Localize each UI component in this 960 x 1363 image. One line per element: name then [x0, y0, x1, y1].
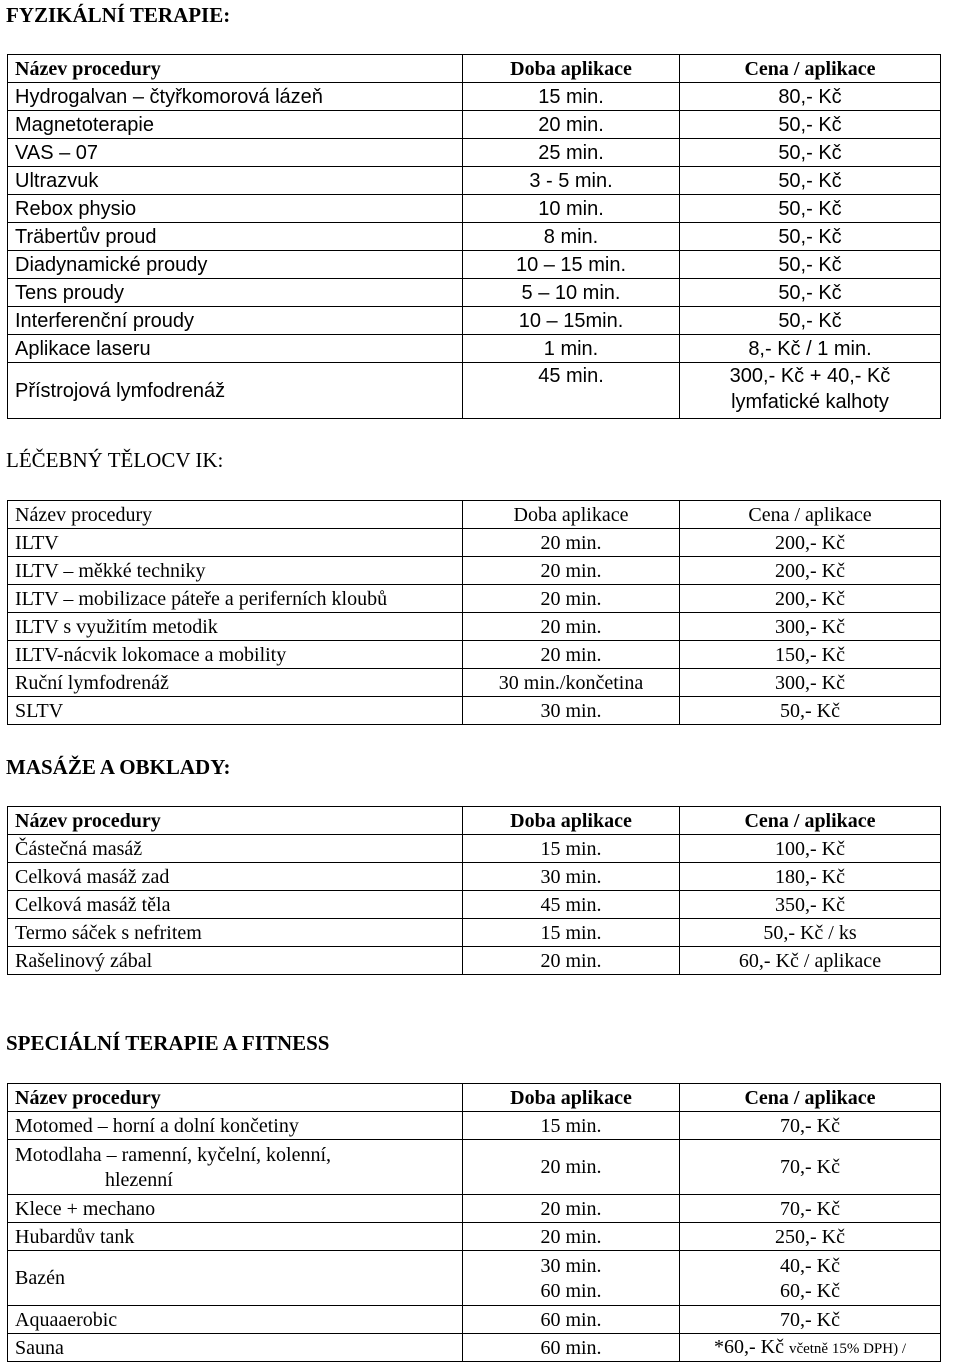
procedure-duration: 15 min. [463, 835, 680, 863]
table-row [8, 139, 941, 167]
procedure-name: Termo sáček s nefritem [8, 919, 463, 947]
header-price: Cena / aplikace [680, 1084, 941, 1112]
procedure-name: Rebox physio [8, 195, 463, 223]
table-row [8, 251, 941, 279]
table-row [8, 697, 941, 725]
section-title-fyzikalni-terapie: FYZIKÁLNÍ TERAPIE: [6, 3, 231, 27]
procedure-duration: 5 – 10 min. [463, 279, 680, 307]
procedure-price: 80,- Kč [680, 83, 941, 111]
table-row [8, 83, 941, 111]
procedure-duration: 30 min./končetina [463, 669, 680, 697]
procedure-price: 70,- Kč [680, 1112, 941, 1140]
procedure-duration: 45 min. [463, 891, 680, 919]
procedure-duration: 8 min. [463, 223, 680, 251]
procedure-name: Interferenční proudy [8, 307, 463, 335]
table-row [8, 279, 941, 307]
procedure-duration [463, 1251, 680, 1306]
section-title-lecebny-telocvik: LÉČEBNÝ TĚLOCV IK: [6, 448, 224, 472]
procedure-price [680, 363, 941, 419]
procedure-duration: 3 - 5 min. [463, 167, 680, 195]
table-row [8, 167, 941, 195]
table-row [8, 1140, 941, 1195]
header-price: Cena / aplikace [680, 55, 941, 83]
procedure-price: 60,- Kč / aplikace [680, 947, 941, 975]
procedure-price: 70,- Kč [680, 1195, 941, 1223]
table-row [8, 641, 941, 669]
header-name: Název procedury [8, 807, 463, 835]
procedure-price: 350,- Kč [680, 891, 941, 919]
procedure-name: Diadynamické proudy [8, 251, 463, 279]
procedure-name: Částečná masáž [8, 835, 463, 863]
procedure-name [8, 1140, 463, 1195]
procedure-price: 50,- Kč [680, 307, 941, 335]
procedure-name: ILTV – mobilizace páteře a periferních kloubů [8, 585, 463, 613]
procedure-name: VAS – 07 [8, 139, 463, 167]
table-row [8, 1195, 941, 1223]
procedure-name: Hubardův tank [8, 1223, 463, 1251]
header-duration: Doba aplikace [463, 807, 680, 835]
table-row [8, 1334, 941, 1362]
procedure-name: Klece + mechano [8, 1195, 463, 1223]
procedure-price: 50,- Kč [680, 195, 941, 223]
procedure-duration: 20 min. [463, 111, 680, 139]
procedure-duration: 20 min. [463, 1223, 680, 1251]
procedure-duration: 1 min. [463, 335, 680, 363]
procedure-name: Aquaaerobic [8, 1306, 463, 1334]
procedure-name: Sauna [8, 1334, 463, 1362]
price-main: *60,- Kč [713, 1335, 784, 1358]
table-row [8, 585, 941, 613]
procedure-price [680, 1251, 941, 1306]
table-row [8, 669, 941, 697]
procedure-price: 50,- Kč [680, 697, 941, 725]
table-header-row [8, 501, 941, 529]
price-vat-note: včetně 15% DPH) / [788, 1340, 907, 1357]
procedure-name: Celková masáž zad [8, 863, 463, 891]
price-table-lecebny-telocvik [7, 500, 941, 725]
procedure-name-line1: Motodlaha – ramenní, kyčelní, kolenní, [15, 1143, 332, 1166]
header-name: Název procedury [8, 55, 463, 83]
procedure-duration: 15 min. [463, 1112, 680, 1140]
procedure-name: Ruční lymfodrenáž [8, 669, 463, 697]
header-duration: Doba aplikace [463, 1084, 680, 1112]
table-row [8, 111, 941, 139]
procedure-price: 50,- Kč [680, 139, 941, 167]
table-row [8, 363, 941, 419]
procedure-price: 50,- Kč [680, 223, 941, 251]
price-note: lymfatické kalhoty [731, 391, 889, 413]
procedure-price: 50,- Kč [680, 167, 941, 195]
header-duration: Doba aplikace [463, 501, 680, 529]
procedure-name-line2: hlezenní [105, 1168, 173, 1191]
duration-line1: 30 min. [540, 1254, 602, 1277]
section-title-masaze-a-obklady: MASÁŽE A OBKLADY: [6, 755, 231, 779]
procedure-price: 150,- Kč [680, 641, 941, 669]
procedure-duration: 60 min. [463, 1306, 680, 1334]
table-row [8, 947, 941, 975]
procedure-duration: 25 min. [463, 139, 680, 167]
price-table-fyzikalni-terapie [7, 54, 941, 419]
table-row [8, 1223, 941, 1251]
procedure-duration: 20 min. [463, 1140, 680, 1195]
table-header-row [8, 807, 941, 835]
table-row [8, 195, 941, 223]
header-price: Cena / aplikace [680, 501, 941, 529]
header-name: Název procedury [8, 501, 463, 529]
procedure-name: Přístrojová lymfodrenáž [8, 363, 463, 419]
procedure-duration: 20 min. [463, 641, 680, 669]
procedure-name: Motomed – horní a dolní končetiny [8, 1112, 463, 1140]
procedure-price: 200,- Kč [680, 557, 941, 585]
procedure-duration: 10 – 15min. [463, 307, 680, 335]
table-row [8, 891, 941, 919]
procedure-name: ILTV-nácvik lokomace a mobility [8, 641, 463, 669]
procedure-duration: 20 min. [463, 947, 680, 975]
header-price: Cena / aplikace [680, 807, 941, 835]
procedure-name: Magnetoterapie [8, 111, 463, 139]
procedure-duration: 15 min. [463, 83, 680, 111]
procedure-duration: 45 min. [463, 363, 680, 419]
procedure-duration: 20 min. [463, 1195, 680, 1223]
procedure-duration: 10 – 15 min. [463, 251, 680, 279]
table-row [8, 835, 941, 863]
procedure-price [680, 1334, 941, 1362]
procedure-duration: 20 min. [463, 585, 680, 613]
table-row [8, 613, 941, 641]
procedure-name: SLTV [8, 697, 463, 725]
procedure-name: ILTV – měkké techniky [8, 557, 463, 585]
procedure-name: Ultrazvuk [8, 167, 463, 195]
table-header-row [8, 1084, 941, 1112]
table-row [8, 1112, 941, 1140]
section-title-specialni-terapie: SPECIÁLNÍ TERAPIE A FITNESS [6, 1031, 330, 1055]
procedure-name: Celková masáž těla [8, 891, 463, 919]
procedure-name: Bazén [8, 1251, 463, 1306]
price-table-specialni-terapie [7, 1083, 941, 1362]
procedure-name: Hydrogalvan – čtyřkomorová lázeň [8, 83, 463, 111]
procedure-duration: 20 min. [463, 613, 680, 641]
procedure-price: 200,- Kč [680, 585, 941, 613]
duration-line2: 60 min. [540, 1279, 602, 1302]
table-row [8, 223, 941, 251]
procedure-name: Rašelinový zábal [8, 947, 463, 975]
table-row [8, 307, 941, 335]
procedure-name: Tens proudy [8, 279, 463, 307]
procedure-duration: 20 min. [463, 529, 680, 557]
procedure-price: 200,- Kč [680, 529, 941, 557]
procedure-price: 300,- Kč [680, 669, 941, 697]
price-table-masaze-a-obklady [7, 806, 941, 975]
table-row [8, 335, 941, 363]
procedure-duration: 60 min. [463, 1334, 680, 1362]
procedure-price: 180,- Kč [680, 863, 941, 891]
price-line2: 60,- Kč [780, 1279, 840, 1302]
procedure-duration: 10 min. [463, 195, 680, 223]
header-name: Název procedury [8, 1084, 463, 1112]
procedure-price: 100,- Kč [680, 835, 941, 863]
procedure-name: Träbertův proud [8, 223, 463, 251]
procedure-name: ILTV [8, 529, 463, 557]
procedure-price: 250,- Kč [680, 1223, 941, 1251]
table-row [8, 1251, 941, 1306]
price-line1: 40,- Kč [780, 1254, 840, 1277]
procedure-name: ILTV s využitím metodik [8, 613, 463, 641]
table-row [8, 557, 941, 585]
table-row [8, 863, 941, 891]
procedure-price: 50,- Kč [680, 251, 941, 279]
table-header-row [8, 55, 941, 83]
procedure-duration: 15 min. [463, 919, 680, 947]
procedure-price: 70,- Kč [680, 1140, 941, 1195]
procedure-duration: 30 min. [463, 697, 680, 725]
procedure-price: 70,- Kč [680, 1306, 941, 1334]
table-row [8, 919, 941, 947]
procedure-duration: 30 min. [463, 863, 680, 891]
procedure-price: 50,- Kč [680, 111, 941, 139]
table-row [8, 1306, 941, 1334]
procedure-price: 300,- Kč [680, 613, 941, 641]
price-main: 300,- Kč + 40,- Kč [729, 365, 891, 387]
procedure-price: 50,- Kč [680, 279, 941, 307]
procedure-duration: 20 min. [463, 557, 680, 585]
table-row [8, 529, 941, 557]
header-duration: Doba aplikace [463, 55, 680, 83]
procedure-price: 8,- Kč / 1 min. [680, 335, 941, 363]
procedure-name: Aplikace laseru [8, 335, 463, 363]
procedure-price: 50,- Kč / ks [680, 919, 941, 947]
